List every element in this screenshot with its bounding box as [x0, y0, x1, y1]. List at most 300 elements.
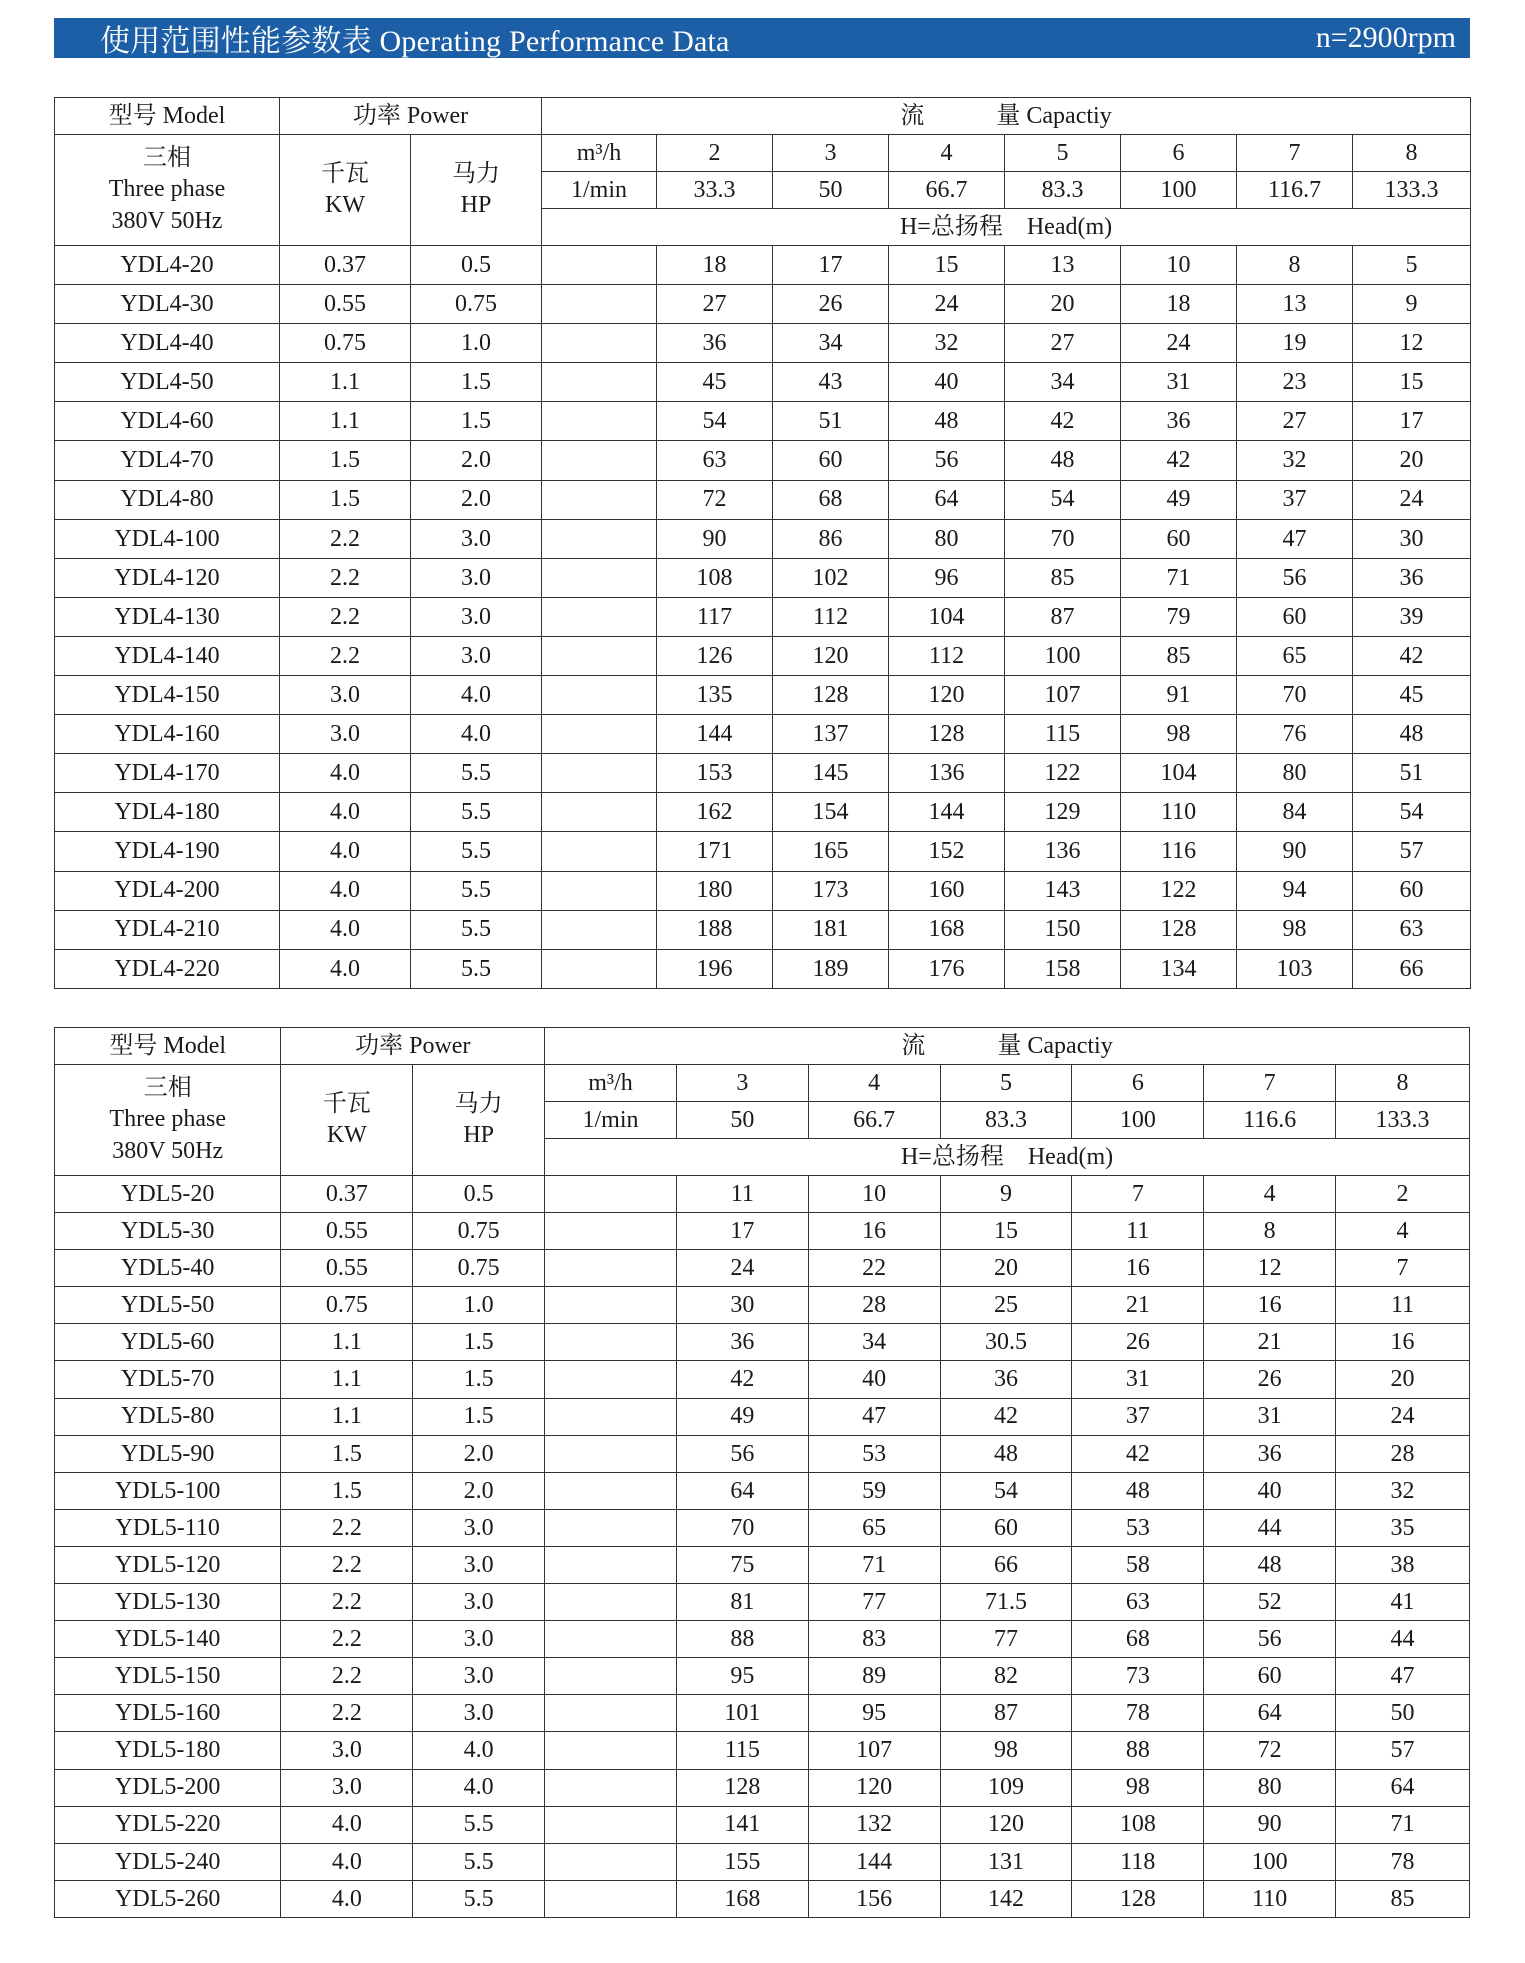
model-cell: YDL4-170: [55, 754, 280, 793]
head-cell: 108: [657, 558, 773, 597]
head-cell: 89: [808, 1658, 940, 1695]
performance-table-ydl4: [54, 97, 1471, 989]
three-phase-cn: 三相: [143, 145, 191, 172]
head-cell: 80: [1237, 754, 1353, 793]
head-cell: 27: [1237, 402, 1353, 441]
head-cell: 63: [1353, 910, 1471, 949]
model-cell: YDL4-80: [55, 480, 280, 519]
unit-m3h: m³/h: [545, 1065, 677, 1102]
head-cell: 79: [1121, 597, 1237, 636]
head-cell: 154: [773, 793, 889, 832]
head-cell: 160: [889, 871, 1005, 910]
hp-header: [411, 135, 542, 246]
hp-cell: 5.5: [411, 949, 542, 988]
table-row: [55, 1584, 1470, 1621]
model-cell: YDL4-210: [55, 910, 280, 949]
unit-spacer-cell: [545, 1806, 677, 1843]
table-row: [55, 1880, 1470, 1917]
head-cell: 25: [940, 1287, 1072, 1324]
head-cell: 66: [940, 1546, 1072, 1583]
unit-spacer-cell: [545, 1324, 677, 1361]
table-row: [55, 1658, 1470, 1695]
hp-cell: 3.0: [413, 1695, 545, 1732]
head-cell: 87: [940, 1695, 1072, 1732]
head-cell: 39: [1353, 597, 1471, 636]
head-cell: 189: [773, 949, 889, 988]
voltage-label: 380V 50Hz: [111, 207, 223, 234]
head-cell: 34: [1005, 363, 1121, 402]
head-cell: 142: [940, 1880, 1072, 1917]
hp-cell: 2.0: [413, 1435, 545, 1472]
kw-cell: 3.0: [281, 1732, 413, 1769]
table-row: [55, 793, 1471, 832]
head-cell: 53: [808, 1435, 940, 1472]
head-cell: 47: [1336, 1658, 1470, 1695]
head-cell: 49: [676, 1398, 808, 1435]
head-cell: 152: [889, 832, 1005, 871]
table-row: [55, 636, 1471, 675]
head-cell: 104: [889, 597, 1005, 636]
head-cell: 128: [773, 676, 889, 715]
hp-cell: 1.0: [411, 324, 542, 363]
head-cell: 16: [808, 1213, 940, 1250]
head-cell: 90: [1237, 832, 1353, 871]
hp-cell: 1.5: [413, 1398, 545, 1435]
kw-cell: 4.0: [281, 1880, 413, 1917]
hp-cell: 2.0: [411, 480, 542, 519]
head-cell: 117: [657, 597, 773, 636]
hp-cell: 3.0: [413, 1658, 545, 1695]
head-cell: 162: [657, 793, 773, 832]
head-cell: 17: [773, 246, 889, 285]
unit-spacer-cell: [545, 1509, 677, 1546]
head-cell: 24: [1353, 480, 1471, 519]
model-cell: YDL4-50: [55, 363, 280, 402]
kw-cell: 4.0: [280, 871, 411, 910]
hp-header: [413, 1065, 545, 1176]
table-row: [55, 1361, 1470, 1398]
head-cell: 108: [1072, 1806, 1204, 1843]
unit-spacer-cell: [545, 1695, 677, 1732]
unit-spacer-cell: [542, 832, 657, 871]
flow-m3h-cell: 2: [657, 135, 773, 172]
flow-lmin-cell: 50: [676, 1102, 808, 1139]
head-cell: 120: [808, 1769, 940, 1806]
capacity-header: 流 量 Capactiy: [545, 1028, 1470, 1065]
kw-cell: 0.55: [281, 1250, 413, 1287]
head-cell: 103: [1237, 949, 1353, 988]
unit-spacer-cell: [542, 402, 657, 441]
head-cell: 136: [1005, 832, 1121, 871]
header-banner: [54, 18, 1470, 58]
hp-cell: 5.5: [413, 1843, 545, 1880]
unit-spacer-cell: [545, 1250, 677, 1287]
flow-m3h-cell: 3: [676, 1065, 808, 1102]
head-cell: 66: [1353, 949, 1471, 988]
model-header: 型号 Model: [55, 1028, 281, 1065]
head-cell: 64: [1336, 1769, 1470, 1806]
head-cell: 85: [1121, 636, 1237, 675]
head-cell: 144: [808, 1843, 940, 1880]
table-row: [55, 1695, 1470, 1732]
head-cell: 58: [1072, 1546, 1204, 1583]
model-cell: YDL4-130: [55, 597, 280, 636]
table-row: [55, 1732, 1470, 1769]
head-cell: 77: [808, 1584, 940, 1621]
kw-cell: 4.0: [280, 910, 411, 949]
head-cell: 20: [940, 1250, 1072, 1287]
table-row: [55, 1398, 1470, 1435]
head-cell: 48: [1005, 441, 1121, 480]
model-cell: YDL4-120: [55, 558, 280, 597]
head-cell: 60: [940, 1509, 1072, 1546]
head-cell: 19: [1237, 324, 1353, 363]
head-cell: 27: [657, 285, 773, 324]
unit-spacer-cell: [542, 910, 657, 949]
head-cell: 43: [773, 363, 889, 402]
hp-cell: 3.0: [413, 1584, 545, 1621]
head-cell: 90: [657, 519, 773, 558]
flow-lmin-cell: 133.3: [1353, 172, 1471, 209]
head-cell: 36: [1204, 1435, 1336, 1472]
kw-cell: 0.75: [280, 324, 411, 363]
kw-cell: 2.2: [280, 597, 411, 636]
head-cell: 65: [1237, 636, 1353, 675]
kw-en: KW: [326, 1122, 367, 1148]
head-cell: 4: [1336, 1213, 1470, 1250]
unit-spacer-cell: [545, 1843, 677, 1880]
kw-cell: 3.0: [281, 1769, 413, 1806]
table-row: [55, 285, 1471, 324]
head-cell: 129: [1005, 793, 1121, 832]
hp-cell: 5.5: [411, 832, 542, 871]
unit-spacer-cell: [542, 636, 657, 675]
unit-spacer-cell: [545, 1546, 677, 1583]
unit-spacer-cell: [545, 1213, 677, 1250]
head-cell: 128: [889, 715, 1005, 754]
head-cell: 153: [657, 754, 773, 793]
table-row: [55, 754, 1471, 793]
unit-spacer-cell: [542, 519, 657, 558]
three-phase-cn: 三相: [143, 1075, 192, 1102]
head-cell: 51: [1353, 754, 1471, 793]
head-cell: 76: [1237, 715, 1353, 754]
unit-lmin: 1/min: [545, 1102, 677, 1139]
head-cell: 44: [1204, 1509, 1336, 1546]
model-cell: YDL5-30: [55, 1213, 281, 1250]
kw-cell: 2.2: [281, 1509, 413, 1546]
head-cell: 72: [1204, 1732, 1336, 1769]
head-cell: 120: [940, 1806, 1072, 1843]
phase-header: [55, 135, 280, 246]
hp-cell: 4.0: [413, 1769, 545, 1806]
head-header: H=总扬程 Head(m): [542, 209, 1471, 246]
head-cell: 91: [1121, 676, 1237, 715]
kw-cell: 4.0: [281, 1843, 413, 1880]
flow-m3h-cell: 7: [1204, 1065, 1336, 1102]
flow-lmin-cell: 100: [1072, 1102, 1204, 1139]
performance-table-ydl5: [54, 1027, 1470, 1918]
head-cell: 47: [1237, 519, 1353, 558]
flow-m3h-cell: 7: [1237, 135, 1353, 172]
model-cell: YDL5-60: [55, 1324, 281, 1361]
head-cell: 9: [940, 1176, 1072, 1213]
flow-lmin-cell: 66.7: [808, 1102, 940, 1139]
unit-spacer-cell: [545, 1584, 677, 1621]
head-cell: 20: [1005, 285, 1121, 324]
head-cell: 115: [676, 1732, 808, 1769]
head-cell: 168: [676, 1880, 808, 1917]
head-cell: 16: [1204, 1287, 1336, 1324]
head-cell: 71: [1121, 558, 1237, 597]
head-cell: 122: [1121, 871, 1237, 910]
head-cell: 171: [657, 832, 773, 871]
model-cell: YDL4-200: [55, 871, 280, 910]
head-cell: 18: [657, 246, 773, 285]
head-cell: 10: [808, 1176, 940, 1213]
flow-m3h-cell: 5: [940, 1065, 1072, 1102]
head-cell: 141: [676, 1806, 808, 1843]
head-cell: 22: [808, 1250, 940, 1287]
model-cell: YDL5-80: [55, 1398, 281, 1435]
head-cell: 181: [773, 910, 889, 949]
head-cell: 48: [889, 402, 1005, 441]
hp-cell: 5.5: [411, 754, 542, 793]
head-cell: 63: [1072, 1584, 1204, 1621]
head-cell: 11: [1336, 1287, 1470, 1324]
head-cell: 78: [1072, 1695, 1204, 1732]
kw-cell: 0.37: [280, 246, 411, 285]
head-cell: 40: [808, 1361, 940, 1398]
table-row: [55, 558, 1471, 597]
hp-cell: 0.5: [413, 1176, 545, 1213]
head-cell: 118: [1072, 1843, 1204, 1880]
model-cell: YDL4-160: [55, 715, 280, 754]
table-row: [55, 441, 1471, 480]
head-cell: 77: [940, 1621, 1072, 1658]
kw-cell: 1.5: [281, 1472, 413, 1509]
head-cell: 60: [1353, 871, 1471, 910]
kw-cell: 1.1: [281, 1398, 413, 1435]
head-cell: 8: [1204, 1213, 1336, 1250]
head-cell: 13: [1237, 285, 1353, 324]
unit-spacer-cell: [545, 1621, 677, 1658]
head-cell: 143: [1005, 871, 1121, 910]
voltage-label: 380V 50Hz: [112, 1137, 224, 1164]
table-row: [55, 1769, 1470, 1806]
head-cell: 54: [1353, 793, 1471, 832]
head-cell: 196: [657, 949, 773, 988]
head-cell: 109: [940, 1769, 1072, 1806]
head-cell: 36: [657, 324, 773, 363]
kw-header: [281, 1065, 413, 1176]
head-cell: 128: [1072, 1880, 1204, 1917]
kw-cell: 2.2: [281, 1546, 413, 1583]
head-cell: 72: [657, 480, 773, 519]
table-row: [55, 246, 1471, 285]
head-cell: 34: [773, 324, 889, 363]
head-cell: 137: [773, 715, 889, 754]
table-row: [55, 1176, 1470, 1213]
kw-cell: 2.2: [280, 519, 411, 558]
unit-spacer-cell: [542, 480, 657, 519]
table-row: [55, 871, 1471, 910]
model-cell: YDL5-20: [55, 1176, 281, 1213]
unit-spacer-cell: [545, 1287, 677, 1324]
head-cell: 100: [1005, 636, 1121, 675]
hp-cell: 1.5: [413, 1361, 545, 1398]
model-cell: YDL5-180: [55, 1732, 281, 1769]
head-cell: 21: [1072, 1287, 1204, 1324]
unit-spacer-cell: [542, 676, 657, 715]
head-cell: 37: [1072, 1398, 1204, 1435]
head-cell: 21: [1204, 1324, 1336, 1361]
hp-cell: 3.0: [411, 597, 542, 636]
kw-cell: 0.55: [281, 1213, 413, 1250]
flow-lmin-cell: 116.7: [1237, 172, 1353, 209]
table-body: [55, 246, 1471, 989]
head-cell: 30: [1353, 519, 1471, 558]
table-row: [55, 519, 1471, 558]
hp-cell: 0.75: [413, 1250, 545, 1287]
head-cell: 23: [1237, 363, 1353, 402]
kw-cn: 千瓦: [322, 1090, 371, 1117]
head-cell: 48: [1072, 1472, 1204, 1509]
head-cell: 165: [773, 832, 889, 871]
head-cell: 57: [1336, 1732, 1470, 1769]
head-cell: 83: [808, 1621, 940, 1658]
head-cell: 98: [1072, 1769, 1204, 1806]
head-cell: 18: [1121, 285, 1237, 324]
head-cell: 64: [676, 1472, 808, 1509]
table-row: [55, 363, 1471, 402]
head-cell: 48: [940, 1435, 1072, 1472]
head-cell: 26: [1072, 1324, 1204, 1361]
head-cell: 155: [676, 1843, 808, 1880]
hp-cell: 5.5: [413, 1880, 545, 1917]
head-cell: 88: [1072, 1732, 1204, 1769]
head-cell: 107: [1005, 676, 1121, 715]
head-cell: 60: [1237, 597, 1353, 636]
flow-m3h-cell: 8: [1336, 1065, 1470, 1102]
head-cell: 36: [676, 1324, 808, 1361]
table-row: [55, 597, 1471, 636]
head-cell: 42: [1072, 1435, 1204, 1472]
head-cell: 173: [773, 871, 889, 910]
flow-lmin-cell: 83.3: [1005, 172, 1121, 209]
model-cell: YDL5-130: [55, 1584, 281, 1621]
table-row: [55, 1324, 1470, 1361]
model-cell: YDL4-100: [55, 519, 280, 558]
head-cell: 156: [808, 1880, 940, 1917]
head-cell: 98: [1237, 910, 1353, 949]
head-cell: 70: [1237, 676, 1353, 715]
model-cell: YDL5-70: [55, 1361, 281, 1398]
unit-spacer-cell: [542, 949, 657, 988]
head-cell: 31: [1121, 363, 1237, 402]
unit-spacer-cell: [545, 1732, 677, 1769]
table-row: [55, 910, 1471, 949]
head-cell: 45: [1353, 676, 1471, 715]
three-phase-en: Three phase: [108, 176, 226, 203]
model-cell: YDL4-40: [55, 324, 280, 363]
hp-cell: 1.5: [411, 363, 542, 402]
table-row: [55, 1250, 1470, 1287]
head-cell: 37: [1237, 480, 1353, 519]
head-cell: 188: [657, 910, 773, 949]
head-cell: 40: [1204, 1472, 1336, 1509]
flow-m3h-cell: 6: [1072, 1065, 1204, 1102]
flow-lmin-cell: 66.7: [889, 172, 1005, 209]
unit-spacer-cell: [545, 1880, 677, 1917]
model-cell: YDL4-30: [55, 285, 280, 324]
head-cell: 116: [1121, 832, 1237, 871]
head-cell: 42: [1005, 402, 1121, 441]
head-cell: 120: [773, 636, 889, 675]
head-cell: 128: [676, 1769, 808, 1806]
flow-m3h-cell: 4: [808, 1065, 940, 1102]
unit-spacer-cell: [542, 715, 657, 754]
head-cell: 9: [1353, 285, 1471, 324]
head-cell: 84: [1237, 793, 1353, 832]
table-row: [55, 949, 1471, 988]
head-cell: 180: [657, 871, 773, 910]
hp-cell: 3.0: [411, 519, 542, 558]
head-cell: 5: [1353, 246, 1471, 285]
unit-spacer-cell: [542, 441, 657, 480]
head-cell: 110: [1204, 1880, 1336, 1917]
head-cell: 42: [940, 1398, 1072, 1435]
head-cell: 26: [1204, 1361, 1336, 1398]
model-cell: YDL4-20: [55, 246, 280, 285]
head-cell: 107: [808, 1732, 940, 1769]
head-cell: 126: [657, 636, 773, 675]
head-cell: 98: [1121, 715, 1237, 754]
table-row: [55, 676, 1471, 715]
head-cell: 86: [773, 519, 889, 558]
head-cell: 42: [1121, 441, 1237, 480]
head-cell: 85: [1005, 558, 1121, 597]
hp-cn: 马力: [452, 160, 500, 187]
model-cell: YDL4-60: [55, 402, 280, 441]
head-cell: 32: [889, 324, 1005, 363]
kw-cell: 1.1: [281, 1361, 413, 1398]
unit-spacer-cell: [545, 1398, 677, 1435]
head-cell: 44: [1336, 1621, 1470, 1658]
hp-cell: 4.0: [411, 715, 542, 754]
kw-cell: 2.2: [281, 1621, 413, 1658]
kw-cell: 3.0: [280, 715, 411, 754]
head-cell: 50: [1336, 1695, 1470, 1732]
head-cell: 112: [889, 636, 1005, 675]
unit-spacer-cell: [542, 246, 657, 285]
flow-m3h-cell: 6: [1121, 135, 1237, 172]
table-row: [55, 1287, 1470, 1324]
head-cell: 48: [1204, 1546, 1336, 1583]
hp-cell: 0.5: [411, 246, 542, 285]
three-phase-en: Three phase: [109, 1106, 227, 1133]
head-cell: 31: [1072, 1361, 1204, 1398]
model-cell: YDL5-40: [55, 1250, 281, 1287]
head-cell: 78: [1336, 1843, 1470, 1880]
head-cell: 144: [657, 715, 773, 754]
head-cell: 60: [1121, 519, 1237, 558]
head-cell: 11: [1072, 1213, 1204, 1250]
kw-cell: 2.2: [281, 1695, 413, 1732]
head-cell: 96: [889, 558, 1005, 597]
head-cell: 24: [889, 285, 1005, 324]
head-cell: 41: [1336, 1584, 1470, 1621]
